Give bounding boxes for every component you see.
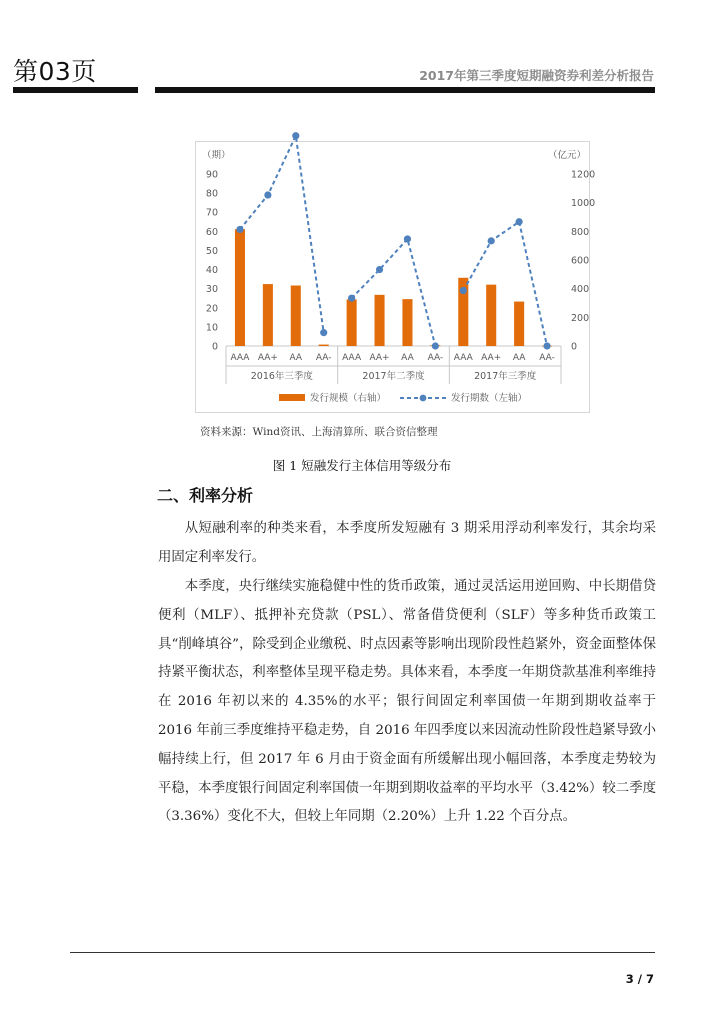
line-point-issuance-count bbox=[460, 287, 467, 294]
line-point-issuance-count bbox=[432, 342, 439, 349]
category-label: AA- bbox=[315, 353, 332, 363]
bar-issuance-amount bbox=[263, 284, 273, 346]
figure-caption: 图 1 短融发行主体信用等级分布 bbox=[272, 458, 452, 473]
figure-source-note: 资料来源：Wind资讯、上海清算所、联合资信整理 bbox=[200, 426, 438, 438]
line-point-issuance-count bbox=[516, 218, 523, 225]
category-label: AA bbox=[512, 353, 526, 363]
right-axis-tick: 1000 bbox=[571, 198, 596, 210]
group-label: 2017年三季度 bbox=[474, 371, 537, 382]
section-heading: 二、利率分析 bbox=[157, 486, 254, 505]
category-label: AA- bbox=[539, 353, 555, 363]
legend-marker-line bbox=[420, 395, 427, 402]
left-axis-tick: 0 bbox=[211, 341, 218, 353]
category-label: AA bbox=[289, 353, 303, 363]
body-paragraph-2: 本季度，央行继续实施稳健中性的货币政策，通过灵活运用逆回购、中长期借贷便利（MLF）、抵押补充贷款（PSL）、常备借贷便利（SLF）等多种货币政策工具“削峰填谷”，除受到企业缴税、时点因素等影响出现阶段性趋紧外，资金面整体保持紧平衡状态，利率整体呈现平稳走势。具体来看，本季度一年期贷款基准利率维持在 2016 年初以来的 4.35%的水平；银行间固定利率国债一年期到期收益率于 2016 年前三季度维持平稳走势，自 2016 年四季度以来因流动性阶段性趋紧导致小幅持续上行，但 2017 年 6 月由于资金面有所缓解出现小幅回落，本季度走势较为平稳，本季度银行间固定利率国债一年期到期收益率的平均水平（3.42%）较二季度（3.36%）变化不大，但较上年同期（2.20%）上升 1.22 个百分点。 bbox=[158, 579, 656, 825]
left-axis-tick: 10 bbox=[205, 322, 218, 334]
bar-issuance-amount bbox=[514, 302, 524, 346]
line-point-issuance-count bbox=[264, 191, 271, 198]
left-axis-tick: 30 bbox=[205, 284, 218, 296]
left-axis-unit: （期） bbox=[202, 150, 231, 161]
line-point-issuance-count bbox=[543, 342, 550, 349]
category-label: AA+ bbox=[257, 353, 278, 363]
left-axis-tick: 40 bbox=[205, 265, 218, 277]
right-axis-unit: （亿元） bbox=[547, 150, 586, 161]
body-paragraph-1: 从短融利率的种类来看，本季度所发短融有 3 期采用浮动利率发行，其余均采用固定利率发行。 bbox=[158, 521, 656, 565]
bar-issuance-amount bbox=[375, 295, 385, 346]
left-axis-tick: 70 bbox=[205, 207, 218, 219]
right-axis-tick: 200 bbox=[571, 312, 590, 324]
header-rule-left bbox=[13, 87, 138, 93]
left-axis-tick: 60 bbox=[205, 226, 218, 238]
line-point-issuance-count bbox=[376, 266, 383, 273]
bar-issuance-amount bbox=[291, 286, 301, 346]
group-label: 2017年二季度 bbox=[362, 371, 425, 382]
group-label: 2016年三季度 bbox=[250, 371, 313, 382]
legend-label-line: 发行期数（左轴） bbox=[451, 393, 528, 404]
category-label: AAA bbox=[230, 353, 250, 363]
line-point-issuance-count bbox=[348, 295, 355, 302]
legend-label-bar: 发行规模（右轴） bbox=[310, 393, 387, 404]
line-point-issuance-count bbox=[292, 132, 299, 139]
line-point-issuance-count bbox=[320, 329, 327, 336]
report-title: 2017年第三季度短期融资券利差分析报告 bbox=[419, 68, 654, 83]
category-label: AA+ bbox=[481, 353, 502, 363]
line-issuance-count bbox=[463, 222, 547, 346]
bar-issuance-amount bbox=[319, 345, 329, 346]
right-axis-tick: 400 bbox=[571, 284, 590, 296]
chart-frame bbox=[195, 141, 596, 413]
issuer-rating-chart bbox=[196, 142, 596, 414]
right-axis-tick: 0 bbox=[571, 341, 578, 353]
line-point-issuance-count bbox=[236, 226, 243, 233]
bar-issuance-amount bbox=[486, 285, 496, 346]
page-number: 3 / 7 bbox=[625, 972, 654, 986]
category-label: AA bbox=[401, 353, 414, 363]
left-axis-tick: 50 bbox=[205, 245, 218, 257]
bar-issuance-amount bbox=[235, 229, 245, 346]
page-label: 第03页 bbox=[13, 57, 97, 86]
line-point-issuance-count bbox=[404, 235, 411, 242]
left-axis-tick: 20 bbox=[205, 303, 218, 315]
right-axis-tick: 600 bbox=[571, 255, 590, 267]
header-rule-right bbox=[155, 87, 655, 93]
bar-issuance-amount bbox=[347, 299, 357, 346]
right-axis-tick: 1200 bbox=[571, 169, 596, 181]
line-issuance-count bbox=[352, 239, 436, 346]
line-issuance-count bbox=[240, 136, 324, 333]
right-axis-tick: 800 bbox=[571, 226, 590, 238]
category-label: AA- bbox=[427, 353, 444, 363]
left-axis-tick: 80 bbox=[205, 188, 218, 200]
left-axis-tick: 90 bbox=[205, 169, 218, 181]
line-point-issuance-count bbox=[488, 237, 495, 244]
legend-swatch-bar bbox=[279, 394, 305, 401]
bar-issuance-amount bbox=[402, 299, 412, 346]
category-label: AA+ bbox=[369, 353, 390, 363]
category-label: AAA bbox=[342, 353, 362, 363]
footer-rule bbox=[70, 952, 655, 953]
category-label: AAA bbox=[453, 353, 473, 363]
